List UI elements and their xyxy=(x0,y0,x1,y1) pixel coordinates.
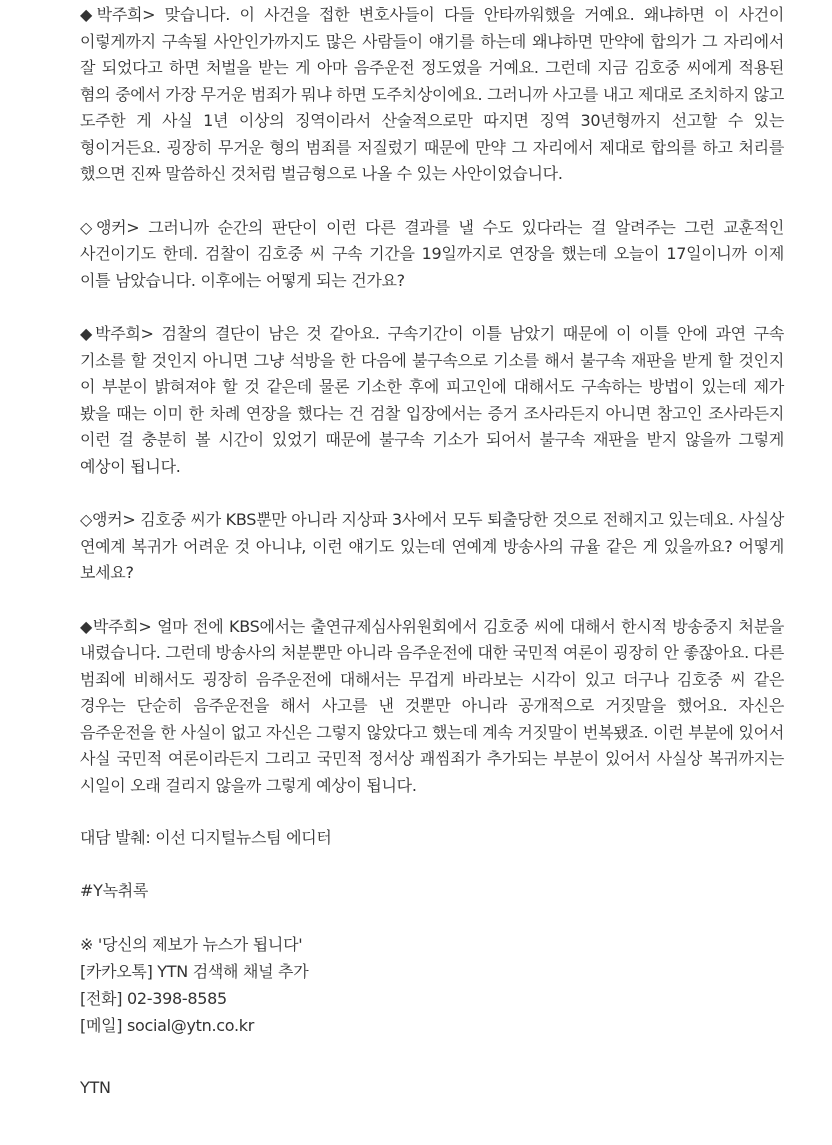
answer-paragraph: ◆박주희> 맞습니다. 이 사건을 접한 변호사들이 다들 안타까워했을 거예요. 왜냐하면 이 사건이 이렇게까지 구속될 사안인가까지도 많은 사람들이 얘기를 하는데 왜냐하면 만약에 합의가 그 자리에서 잘 되었다고 하면 처벌을 받는 게 아마 음주운전 정도였을 거예요. 그런데 지금 김호중 씨에게 적용된 혐의 중에서 가장 무거운 범죄가 뭐냐 하면 도주치상이에요. 그러니까 사고를 내고 제대로 조치하지 않고 도주한 게 사실 1년 이상의 징역이라서 산술적으로만 따지면 징역 30년형까지 선고할 수 있는 형이거든요. 굉장히 무거운 형의 범죄를 저질렀기 때문에 만약 그 자리에서 제대로 합의를 하고 처리를 했으면 진짜 말씀하신 것처럼 벌금형으로 나올 수 있는 사안이었습니다. xyxy=(80,5,784,183)
tip-phone: [전화] 02-398-8585 xyxy=(80,989,227,1008)
byline: YTN xyxy=(80,1078,111,1097)
tip-headline: ※ '당신의 제보가 뉴스가 됩니다' xyxy=(80,935,303,954)
answer-paragraph: ◆박주희> 검찰의 결단이 남은 것 같아요. 구속기간이 이틀 남았기 때문에 이 이틀 안에 과연 구속 기소를 할 것인지 아니면 그냥 석방을 한 다음에 불구속으로 기소를 해서 불구속 재판을 받게 할 것인지 이 부분이 밝혀져야 할 것 같은데 물론 기소한 후에 피고인에 대해서도 구속하는 방법이 있는데 제가 봤을 때는 이미 한 차례 연장을 했다는 건 검찰 입장에서는 증거 조사라든지 아니면 참고인 조사라든지 이런 걸 충분히 볼 시간이 있었기 때문에 불구속 기소가 되어서 불구속 재판을 받지 않을까 그렇게 예상이 됩니다. xyxy=(80,324,784,476)
tip-email: [메일] social@ytn.co.kr xyxy=(80,1016,255,1035)
tip-kakao: [카카오톡] YTN 검색해 채널 추가 xyxy=(80,962,309,981)
anchor-question-paragraph: ◇앵커> 김호중 씨가 KBS뿐만 아니라 지상파 3사에서 모두 퇴출당한 것으로 전해지고 있는데요. 사실상 연예계 복귀가 어려운 것 아니냐, 이런 얘기도 있는데 연예계 방송사의 규율 같은 게 있을까요? 어떻게 보세요? xyxy=(80,510,784,582)
anchor-question-paragraph: ◇앵커> 그러니까 순간의 판단이 이런 다른 결과를 낼 수도 있다라는 걸 알려주는 그런 교훈적인 사건이기도 한데. 검찰이 김호중 씨 구속 기간을 19일까지로 연장을 했는데 오늘이 17일이니까 이제 이틀 남았습니다. 이후에는 어떻게 되는 건가요? xyxy=(80,217,784,290)
article-body xyxy=(80,0,784,1101)
credit-line: 대담 발췌: 이선 디지털뉴스팀 에디터 xyxy=(80,828,332,847)
news-tip-block xyxy=(80,931,784,1039)
hashtag: #Y녹취록 xyxy=(80,880,149,900)
answer-paragraph: ◆박주희> 얼마 전에 KBS에서는 출연규제심사위원회에서 김호중 씨에 대해서 한시적 방송중지 처분을 내렸습니다. 그런데 방송사의 처분뿐만 아니라 음주운전에 대한 국민적 여론이 굉장히 안 좋잖아요. 다른 범죄에 비해서도 굉장히 음주운전에 대해서는 무겁게 바라보는 시각이 있고 더구나 김호중 씨 같은 경우는 단순히 음주운전을 해서 사고를 낸 것뿐만 아니라 공개적으로 거짓말을 했어요. 자신은 음주운전을 한 사실이 없고 자신은 그렇지 않았다고 했는데 계속 거짓말이 번복됐죠. 이런 부분에 있어서 사실 국민적 여론이라든지 그리고 국민적 정서상 괘씸죄가 추가되는 부분이 있어서 사실상 복귀까지는 시일이 오래 걸리지 않을까 그렇게 예상이 됩니다. xyxy=(80,616,784,795)
